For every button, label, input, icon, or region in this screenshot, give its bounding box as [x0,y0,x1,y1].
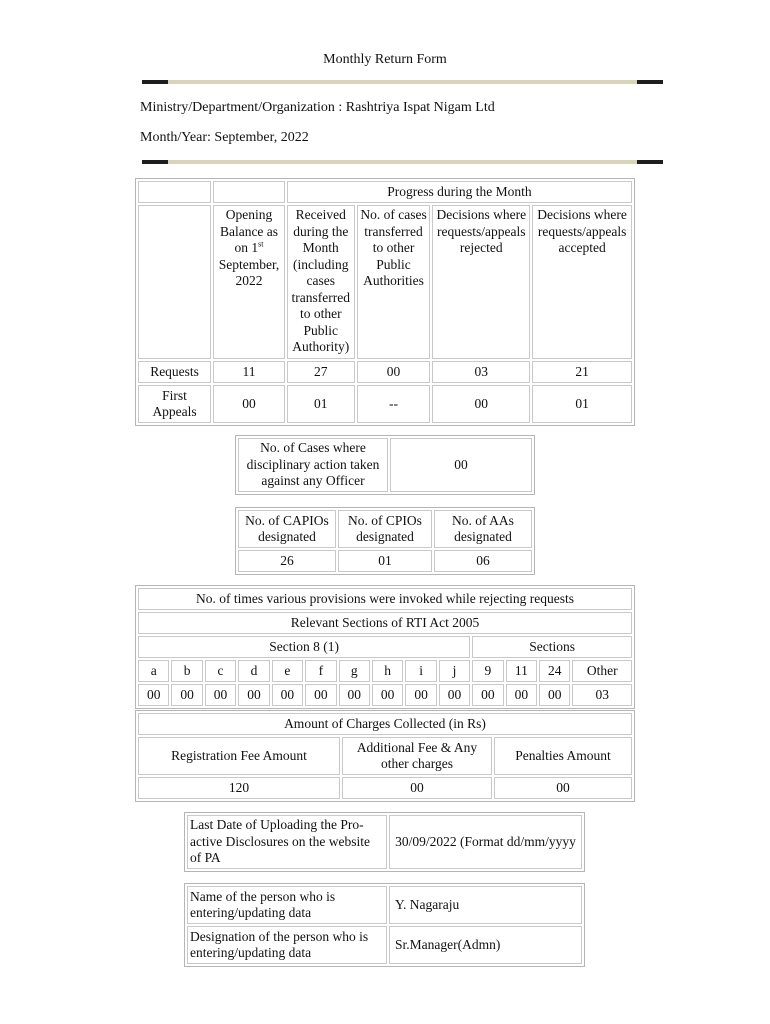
penalties-value: 00 [494,777,632,799]
provision-value: 00 [238,684,269,706]
upload-date-value: 30/09/2022 (Format dd/mm/yyyy [389,815,582,869]
cell-value: 00 [432,385,530,423]
designated-table [235,507,535,575]
provision-value: 00 [171,684,202,706]
provision-value: 00 [472,684,503,706]
capio-header: No. of CAPIOs designated [238,510,336,548]
blank-cell [213,181,285,203]
provision-header: e [272,660,303,682]
person-name-label: Name of the person who is entering/updating data [187,886,387,924]
additional-fee-header: Additional Fee & Any other charges [342,737,492,775]
disciplinary-label: No. of Cases where disciplinary action taken against any Officer [238,438,388,492]
provision-value: 00 [205,684,236,706]
cpio-value: 01 [338,550,432,572]
provision-header: 24 [539,660,570,682]
blank-cell [138,205,211,359]
cell-value: 00 [213,385,285,423]
provision-header: i [405,660,436,682]
row-label: First Appeals [138,385,211,423]
provision-header: b [171,660,202,682]
page-title: Monthly Return Form [323,52,447,67]
cpio-header: No. of CPIOs designated [338,510,432,548]
provision-header: Other [572,660,632,682]
provision-value: 00 [305,684,336,706]
month-year-line: Month/Year: September, 2022 [140,130,309,145]
blank-cell [138,181,211,203]
disciplinary-value: 00 [390,438,532,492]
cell-value: 01 [532,385,632,423]
provision-header: h [372,660,403,682]
provision-value: 00 [439,684,470,706]
provision-value: 00 [539,684,570,706]
additional-fee-value: 00 [342,777,492,799]
cell-value: 11 [213,361,285,383]
cell-value: 01 [287,385,355,423]
provisions-subtitle: Relevant Sections of RTI Act 2005 [138,612,632,634]
progress-table [135,178,635,426]
provision-value: 03 [572,684,632,706]
provision-header: a [138,660,169,682]
section-divider [142,160,663,164]
person-designation-label: Designation of the person who is entering/updating data [187,926,387,964]
provision-header: 9 [472,660,503,682]
cell-value: -- [357,385,431,423]
table-row [138,385,632,423]
provisions-table [135,585,635,709]
cell-value: 21 [532,361,632,383]
provision-value: 00 [506,684,537,706]
cell-value: 03 [432,361,530,383]
person-name-value: Y. Nagaraju [389,886,582,924]
provision-header: 11 [506,660,537,682]
person-designation-value: Sr.Manager(Admn) [389,926,582,964]
col-accepted: Decisions where requests/appeals accepted [532,205,632,359]
charges-title: Amount of Charges Collected (in Rs) [138,713,632,735]
section8-header: Section 8 (1) [138,636,470,658]
header-divider [142,80,663,84]
provision-value: 00 [372,684,403,706]
col-transferred: No. of cases transferred to other Public Authorities [357,205,431,359]
progress-group-header: Progress during the Month [287,181,632,203]
aa-header: No. of AAs designated [434,510,532,548]
provision-header: c [205,660,236,682]
upload-table [184,812,585,872]
penalties-header: Penalties Amount [494,737,632,775]
provision-header: j [439,660,470,682]
capio-value: 26 [238,550,336,572]
registration-fee-header: Registration Fee Amount [138,737,340,775]
col-received: Received during the Month (including cases transferred to other Public Authority) [287,205,355,359]
provision-value: 00 [405,684,436,706]
provision-header: g [339,660,370,682]
provision-header: f [305,660,336,682]
cell-value: 27 [287,361,355,383]
person-table [184,883,585,967]
aa-value: 06 [434,550,532,572]
col-opening-balance: Opening Balance as on 1st September, 2022 [213,205,285,359]
provision-value: 00 [339,684,370,706]
provision-value: 00 [272,684,303,706]
upload-date-label: Last Date of Uploading the Pro-active Disclosures on the website of PA [187,815,387,869]
table-row [138,361,632,383]
registration-fee-value: 120 [138,777,340,799]
provision-header: d [238,660,269,682]
col-rejected: Decisions where requests/appeals rejected [432,205,530,359]
charges-table [135,710,635,802]
cell-value: 00 [357,361,431,383]
sections-header: Sections [472,636,632,658]
ministry-line: Ministry/Department/Organization : Rashtriya Ispat Nigam Ltd [140,100,495,115]
disciplinary-table [235,435,535,495]
row-label: Requests [138,361,211,383]
provision-value: 00 [138,684,169,706]
provisions-title: No. of times various provisions were invoked while rejecting requests [138,588,632,610]
